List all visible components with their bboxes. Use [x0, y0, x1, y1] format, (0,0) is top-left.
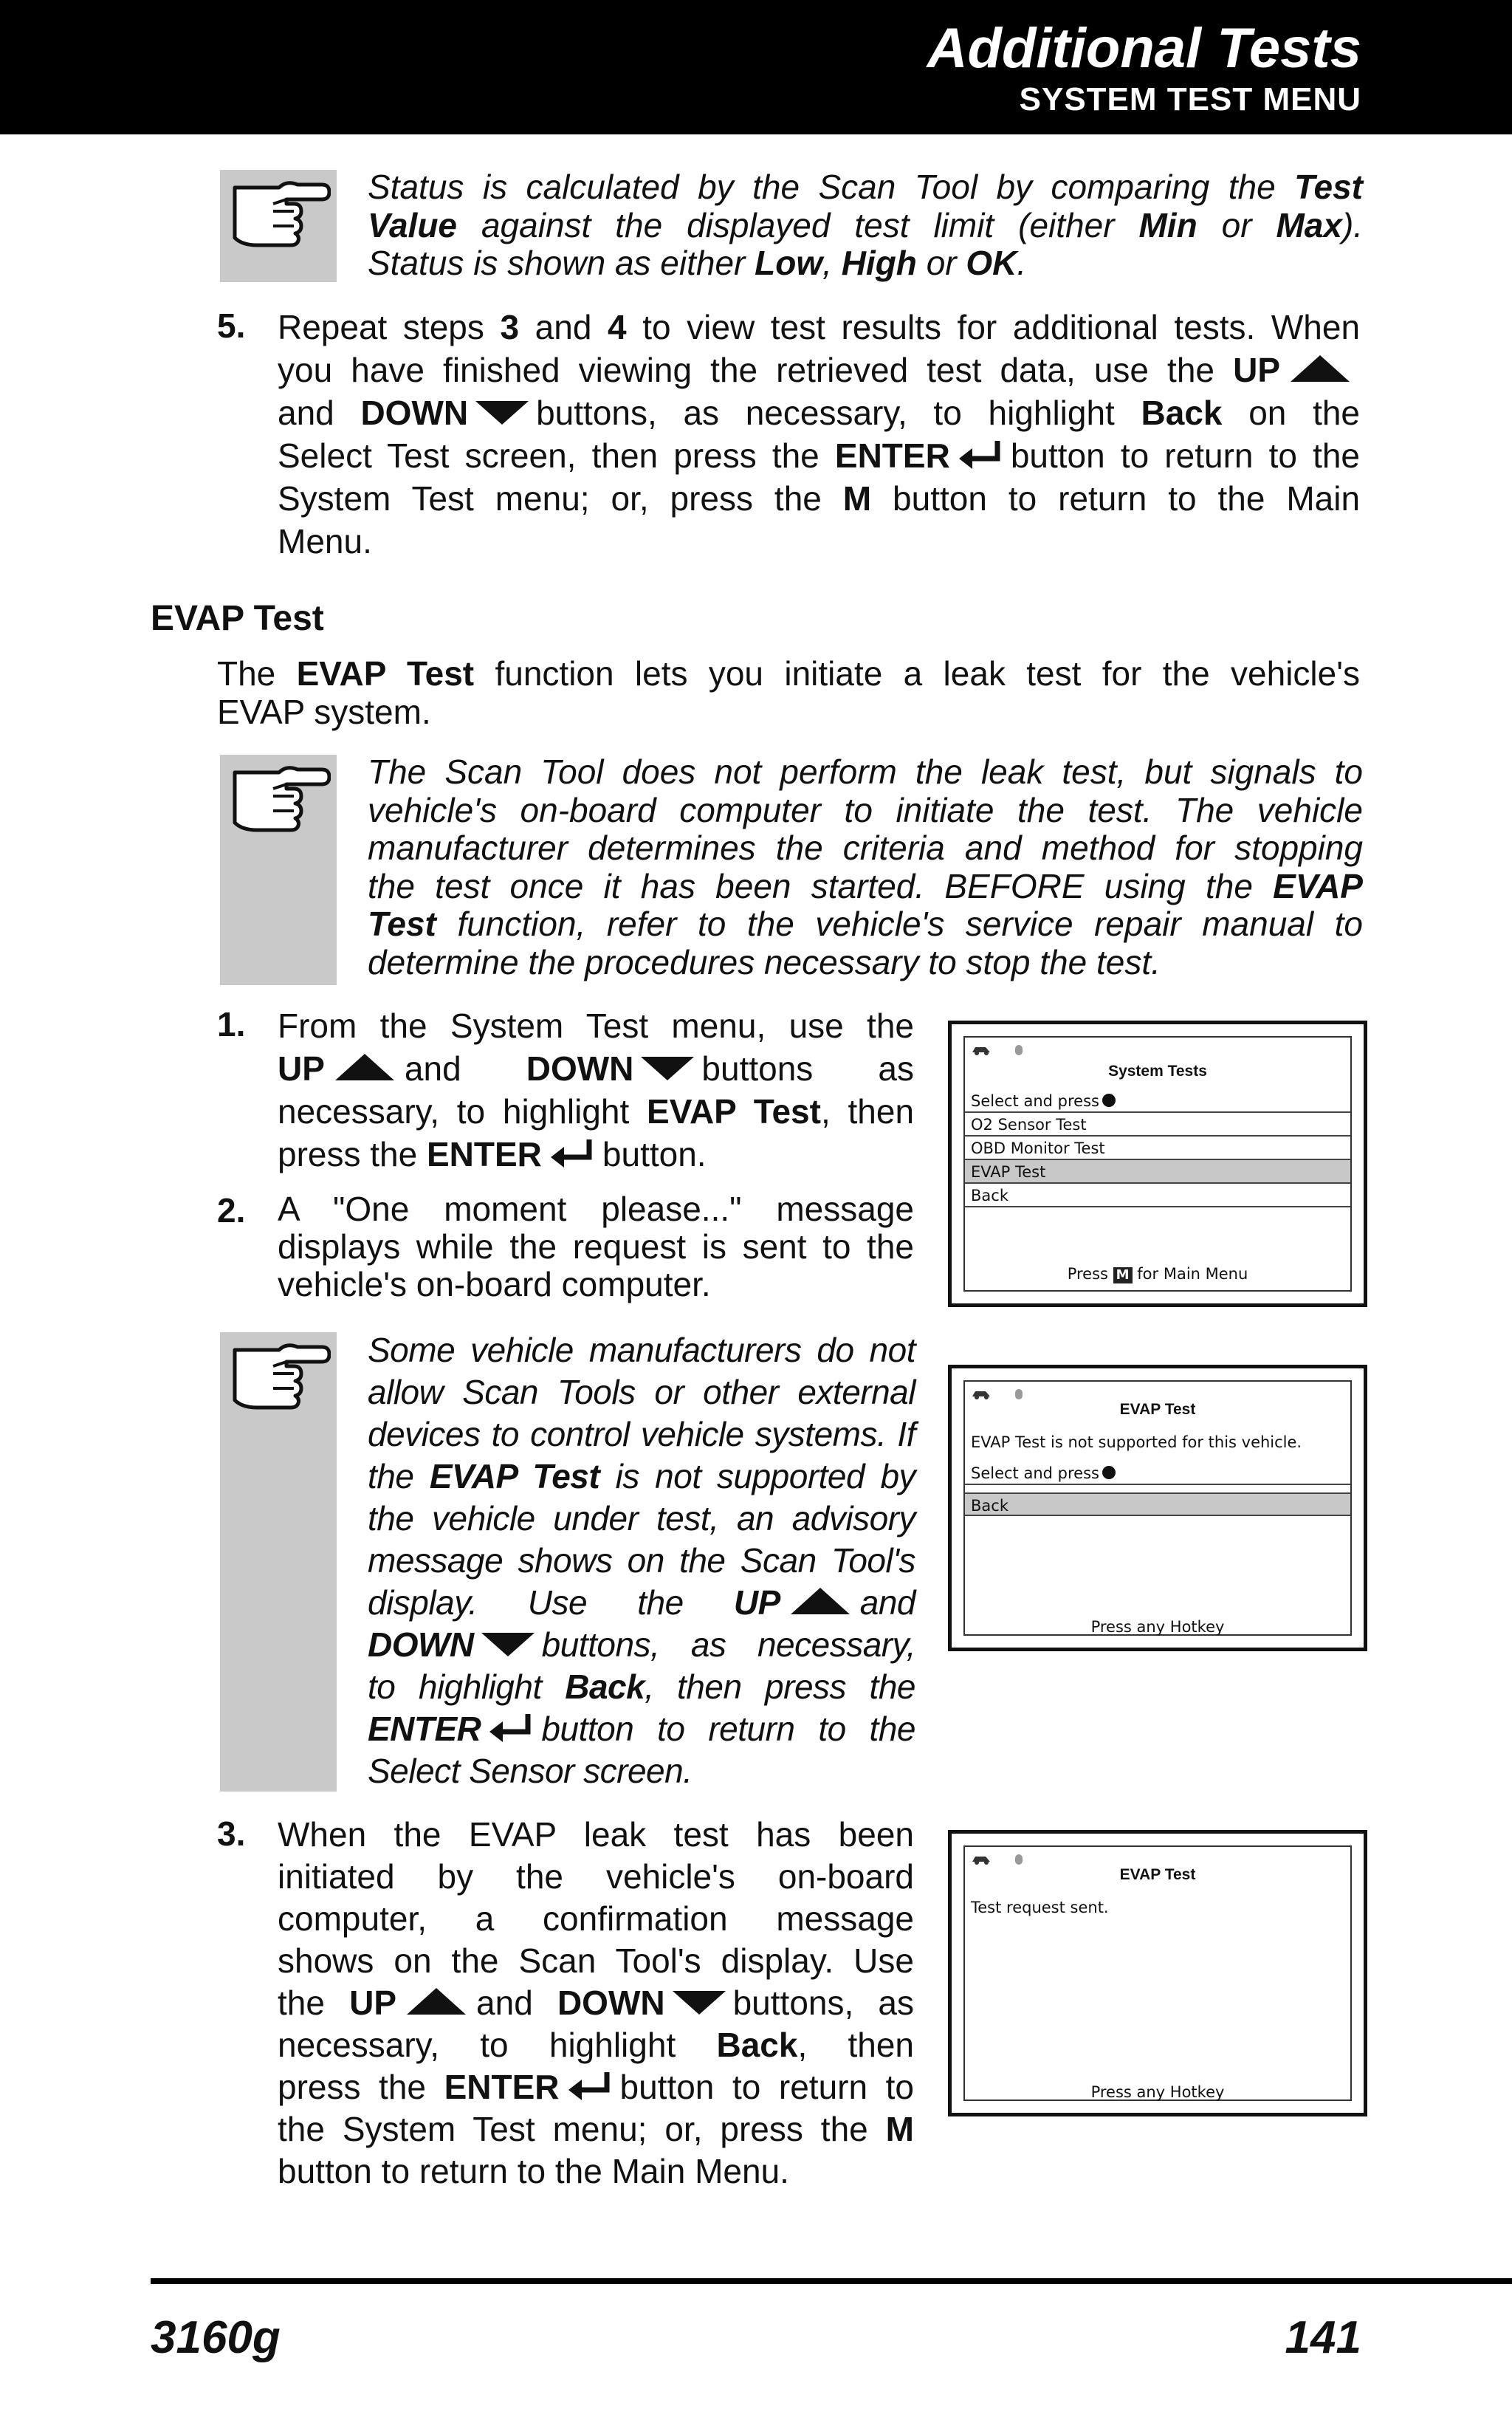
scan-tool-screen-evap-not-supported: [948, 1365, 1367, 1651]
footer-model: 3160g: [151, 2312, 281, 2363]
down-arrow-icon: [673, 1991, 726, 2015]
enter-key-icon: [567, 2071, 613, 2100]
note-icon-box: [220, 170, 337, 282]
enter-key-icon: [1102, 1094, 1116, 1107]
screen-title: EVAP Test: [1119, 1866, 1196, 1883]
screen-footer: Press any Hotkey: [1090, 1618, 1225, 1636]
up-arrow-icon: [335, 1054, 394, 1080]
step-number: 3.: [217, 1814, 246, 1853]
vehicle-link-icon: [971, 1042, 1030, 1057]
screen-message: EVAP Test is not supported for this vehicle.: [971, 1433, 1302, 1451]
note-evap-not-supported: Some vehicle manufacturers do not allow Scan Tools or other external devices to control vehicle systems. If the EVAP Test is not supported by the vehicle under test, an advisory message shows on the Scan Tool's display. Use the UP and DOWN buttons, as necessary, to highlight Back, then press the ENTER button to return to the Select Sensor screen.: [368, 1331, 916, 1790]
pointing-hand-icon: [227, 174, 331, 248]
note-icon-box: [220, 1332, 337, 1792]
down-arrow-icon: [481, 1633, 535, 1656]
section-heading-evap-test: EVAP Test: [151, 599, 324, 638]
step-2-text: A "One moment please..." message displays while the request is sent to the vehicle's on-board computer.: [278, 1190, 914, 1303]
up-arrow-icon: [407, 1988, 466, 2015]
screen-title: EVAP Test: [1119, 1401, 1196, 1418]
pointing-hand-icon: [227, 1337, 331, 1410]
step-3-text: When the EVAP leak test has been initiated by the vehicle's on-board computer, a confirmation message shows on the Scan Tool's display. Use the UP and DOWN buttons, as necessary, to highlight Back, then press the ENTER button to return to the System Test menu; or, press the M button to return to the Main Menu.: [278, 1815, 915, 2190]
vehicle-link-icon: [971, 1851, 1030, 1866]
m-key-icon: M: [1113, 1267, 1133, 1283]
note-status-calculation: Status is calculated by the Scan Tool by comparing the Test Value against the displayed test limit (either Min or Max). Status is shown as either Low, High or OK.: [368, 168, 1364, 282]
footer-page-number: 141: [1285, 2312, 1361, 2363]
enter-key-icon: [549, 1138, 595, 1168]
screen-prompt: Select and press: [965, 1461, 1350, 1485]
up-arrow-icon: [1291, 355, 1350, 382]
screen-title: System Tests: [1108, 1063, 1207, 1080]
scan-tool-screen-test-request-sent: [948, 1830, 1367, 2116]
menu-item[interactable]: O2 Sensor Test: [965, 1113, 1350, 1137]
enter-key-icon: [958, 439, 1003, 469]
pointing-hand-icon: [227, 759, 331, 833]
page-title: Additional Tests: [927, 17, 1361, 80]
menu-item[interactable]: Back: [965, 1184, 1350, 1207]
enter-key-icon: [488, 1713, 534, 1742]
footer-rule: [151, 2278, 1512, 2284]
screen-footer: Press M for Main Menu: [1067, 1265, 1248, 1283]
step-number: 2.: [217, 1191, 246, 1230]
screen-footer: Press any Hotkey: [1090, 2083, 1225, 2101]
note-scan-tool-leak-test: The Scan Tool does not perform the leak test, but signals to vehicle's on-board computer to initiate the test. The vehicle manufacturer determines the criteria and method for stopping the test once it has been started. BEFORE using the EVAP Test function, refer to the vehicle's service repair manual to determine the procedures necessary to stop the test.: [368, 753, 1364, 981]
step-number: 1.: [217, 1005, 246, 1043]
scan-tool-screen-system-tests: [948, 1021, 1367, 1307]
step-number: 5.: [217, 306, 246, 345]
down-arrow-icon: [475, 401, 529, 425]
up-arrow-icon: [791, 1588, 850, 1614]
menu-item[interactable]: OBD Monitor Test: [965, 1137, 1350, 1160]
down-arrow-icon: [641, 1057, 694, 1080]
screen-prompt: Select and press: [965, 1089, 1350, 1113]
note-icon-box: [220, 755, 337, 985]
evap-intro: The EVAP Test function lets you initiate a leak test for the vehicle's EVAP system.: [217, 654, 1361, 731]
screen-message: Test request sent.: [971, 1899, 1109, 1916]
step-5-text: Repeat steps 3 and 4 to view test results for additional tests. When you have finished viewing the retrieved test data, use the UP and DOWN buttons, as necessary, to highlight Back on the Select Test screen, then press the ENTER button to return to the System Test menu; or, press the M button to return to the Main Menu.: [278, 308, 1361, 561]
page-subtitle: SYSTEM TEST MENU: [1019, 81, 1361, 117]
enter-key-icon: [1102, 1466, 1116, 1479]
step-1-text: From the System Test menu, use the UP and DOWN buttons as necessary, to highlight EVAP Test, then press the ENTER button.: [278, 1007, 915, 1173]
vehicle-link-icon: [971, 1386, 1030, 1401]
menu-item-selected[interactable]: EVAP Test: [965, 1160, 1350, 1184]
menu-item-selected[interactable]: Back: [965, 1492, 1350, 1516]
